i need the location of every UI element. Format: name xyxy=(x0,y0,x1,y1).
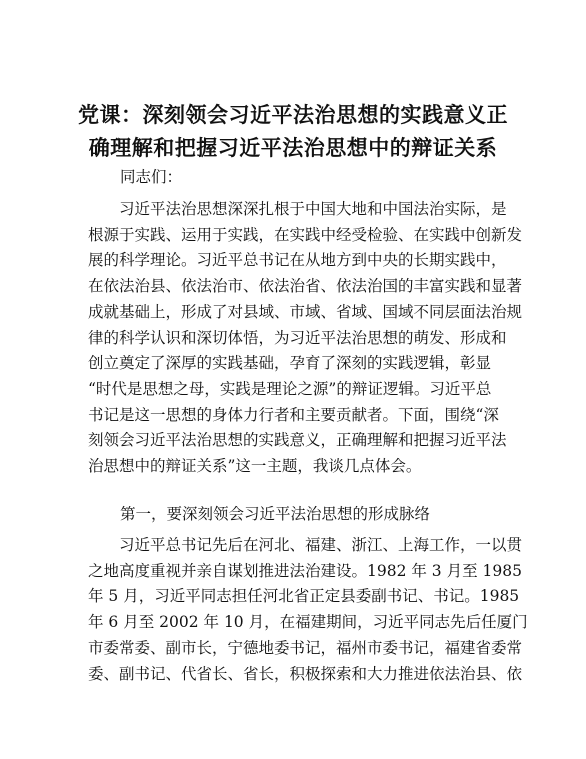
paragraph-line: 律的科学认识和深切体悟，为习近平法治思想的萌发、形成和 xyxy=(88,328,507,347)
paragraph-line: 习近平总书记先后在河北、福建、浙江、上海工作，一以贯 xyxy=(88,536,523,554)
title-line: 确理解和把握习近平法治思想中的辩证关系 xyxy=(88,135,498,160)
paragraph-line: “时代是思想之母，实践是理论之源”的辩证逻辑。习近平总 xyxy=(88,379,492,398)
title-line: 党课：深刻领会习近平法治思想的实践意义正 xyxy=(78,102,508,127)
paragraph-line: 创立奠定了深厚的实践基础，孕育了深刻的实践逻辑，彰显 xyxy=(88,354,492,373)
paragraph-line: 刻领会习近平法治思想的实践意义，正确理解和把握习近平法 xyxy=(88,431,507,450)
paragraph-line: 之地高度重视并亲自谋划推进法治建设。1982 年 3 月至 1985 xyxy=(88,561,522,580)
paragraph-line: 委、副书记、代省长、省长，积极探索和大力推进依法治县、依 xyxy=(88,664,523,683)
paragraph-line: 展的科学理论。习近平总书记在从地方到中央的长期实践中， xyxy=(88,251,507,270)
paragraph-line: 治思想中的辩证关系”这一主题，我谈几点体会。 xyxy=(88,457,422,476)
paragraph-line: 习近平法治思想深深扎根于中国大地和中国法治实际，是 xyxy=(88,200,507,218)
paragraph-line: 年 6 月至 2002 年 10 月，在福建期间，习近平同志先后任厦门 xyxy=(88,613,528,632)
section-heading: 第一，要深刻领会习近平法治思想的形成脉络 xyxy=(120,505,431,523)
paragraph-line: 在依法治县、依法治市、依法治省、依法治国的丰富实践和显著 xyxy=(88,277,523,296)
greeting: 同志们： xyxy=(120,168,183,186)
paragraph-line: 根源于实践、运用于实践，在实践中经受检验、在实践中创新发 xyxy=(88,225,523,244)
paragraph-2 xyxy=(88,533,528,687)
document-title xyxy=(70,98,516,164)
paragraph-1 xyxy=(88,197,523,480)
paragraph-line: 成就基础上，形成了对县域、市域、省域、国域不同层面法治规 xyxy=(88,302,523,321)
paragraph-line: 市委常委、副市长，宁德地委书记，福州市委书记，福建省委常 xyxy=(88,638,523,657)
paragraph-line: 书记是这一思想的身体力行者和主要贡献者。下面，围绕“深 xyxy=(88,405,499,424)
paragraph-line: 年 5 月，习近平同志担任河北省正定县委副书记、书记。1985 xyxy=(88,587,520,606)
